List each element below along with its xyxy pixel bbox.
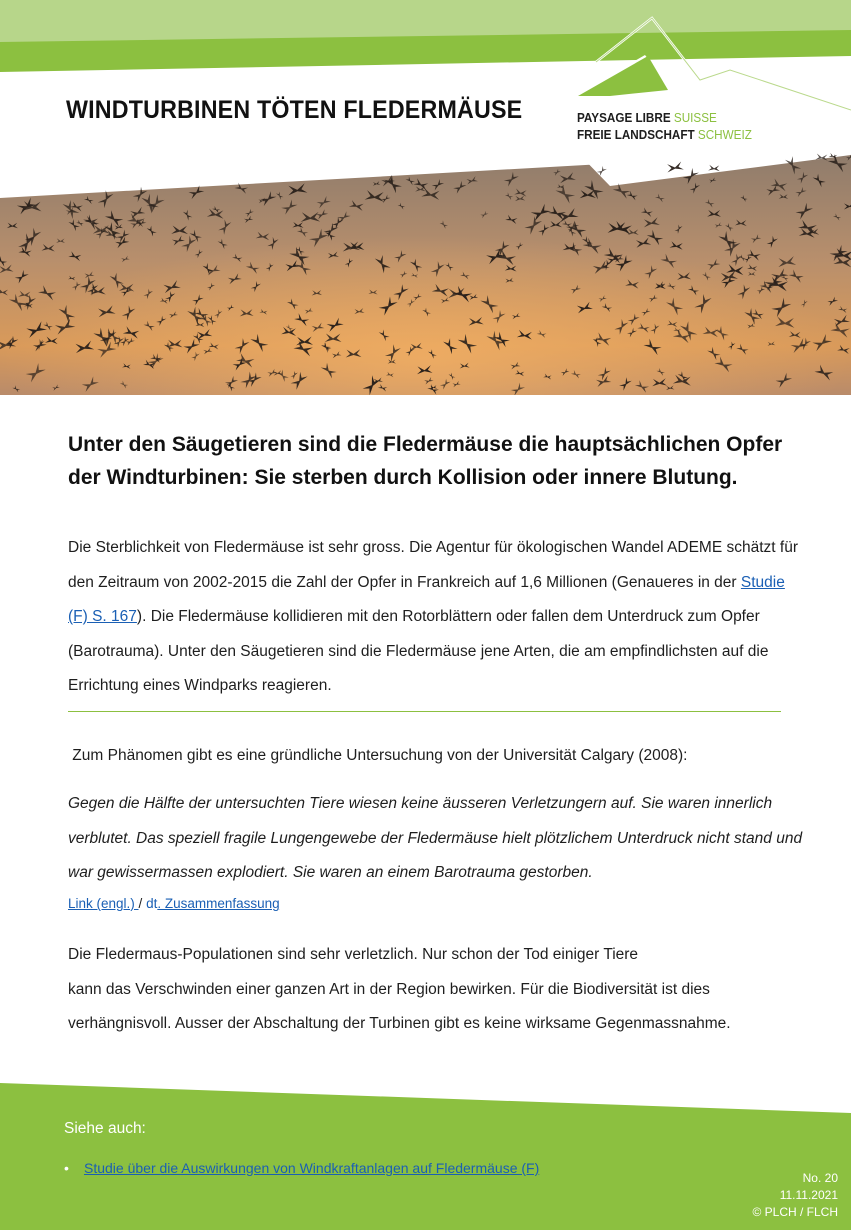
divider: [68, 711, 781, 712]
study-link[interactable]: Studie (F) S. 167: [68, 573, 785, 625]
copyright: © PLCH / FLCH: [752, 1205, 838, 1219]
lead-paragraph: Unter den Säugetieren sind die Fledermäuse die hauptsächlichen Opfer der Windturbinen: Sie sterben durch Kollision oder innere Blutung.: [68, 433, 783, 489]
issue-number: No. 20: [802, 1171, 838, 1185]
calgary-intro: Zum Phänomen gibt es eine gründliche Untersuchung von der Universität Calgary (2008):: [68, 747, 688, 764]
paragraph-text: kann das Verschwinden einer ganzen Art in der Region bewirken. Für die Biodiversität ist dies verhängnisvoll. Ausser der Abschaltung der Turbinen gibt es keine wirksame Gegenmassnahme.: [68, 980, 731, 1032]
bat-study-link[interactable]: Studie über die Auswirkungen von Windkraftanlagen auf Fledermäuse (F): [84, 1160, 540, 1176]
list-item: [64, 1160, 539, 1176]
english-link[interactable]: Link (engl.): [68, 896, 139, 911]
see-also-list: [64, 1160, 539, 1176]
document-meta: [752, 1170, 838, 1221]
logo-wordmark: [577, 109, 752, 143]
issue-date: 11.11.2021: [779, 1188, 838, 1202]
link-prefix: dt: [146, 896, 158, 911]
source-links: [68, 894, 280, 914]
logo-line1-accent: SUISSE: [673, 110, 717, 125]
paragraph-populations: [68, 938, 788, 1042]
paragraph-text: ). Die Fledermäuse kollidieren mit den Rotorblättern oder fallen dem Unterdruck zum Opfer (Barotrauma). Unter den Säugetieren sind die Fledermäuse jene Arten, die am empfindlichsten auf die Errichtung eines Windparks reagieren.: [68, 608, 769, 694]
logo-line1-bold: PAYSAGE LIBRE: [577, 110, 671, 125]
logo-line2-bold: FREIE LANDSCHAFT: [577, 127, 695, 142]
paragraph-text: Die Sterblichkeit von Fledermäuse ist sehr gross. Die Agentur für ökologischen Wandel ADEME schätzt für den Zeitraum von 2002-2015 die Zahl der Opfer in Frankreich auf 1,6 Millionen (Genaueres in der: [68, 539, 798, 591]
calgary-quote: Gegen die Hälfte der untersuchten Tiere wiesen keine äusseren Verletzungern auf. Sie waren innerlich verblutet. Das speziell fragile Lungengewebe der Fledermäuse hielt plötzlichem Unterdruck nicht stand und war gewissermassen explodiert. Sie waren an einem Barotrauma gestorben.: [68, 795, 803, 881]
logo-line2-accent: SCHWEIZ: [697, 127, 752, 142]
see-also-heading: Siehe auch:: [64, 1120, 146, 1137]
summary-link[interactable]: . Zusammenfassung: [157, 896, 280, 911]
bullet: •: [64, 1160, 69, 1176]
bats-hero-image: [0, 150, 851, 395]
paragraph-mortality: [68, 531, 798, 704]
footer-band: [0, 1083, 851, 1230]
page-title: WINDTURBINEN TÖTEN FLEDERMÄUSE: [66, 96, 523, 124]
link-separator: /: [138, 896, 147, 911]
paragraph-line: Die Fledermaus-Populationen sind sehr verletzlich. Nur schon der Tod einiger Tiere: [68, 946, 639, 963]
